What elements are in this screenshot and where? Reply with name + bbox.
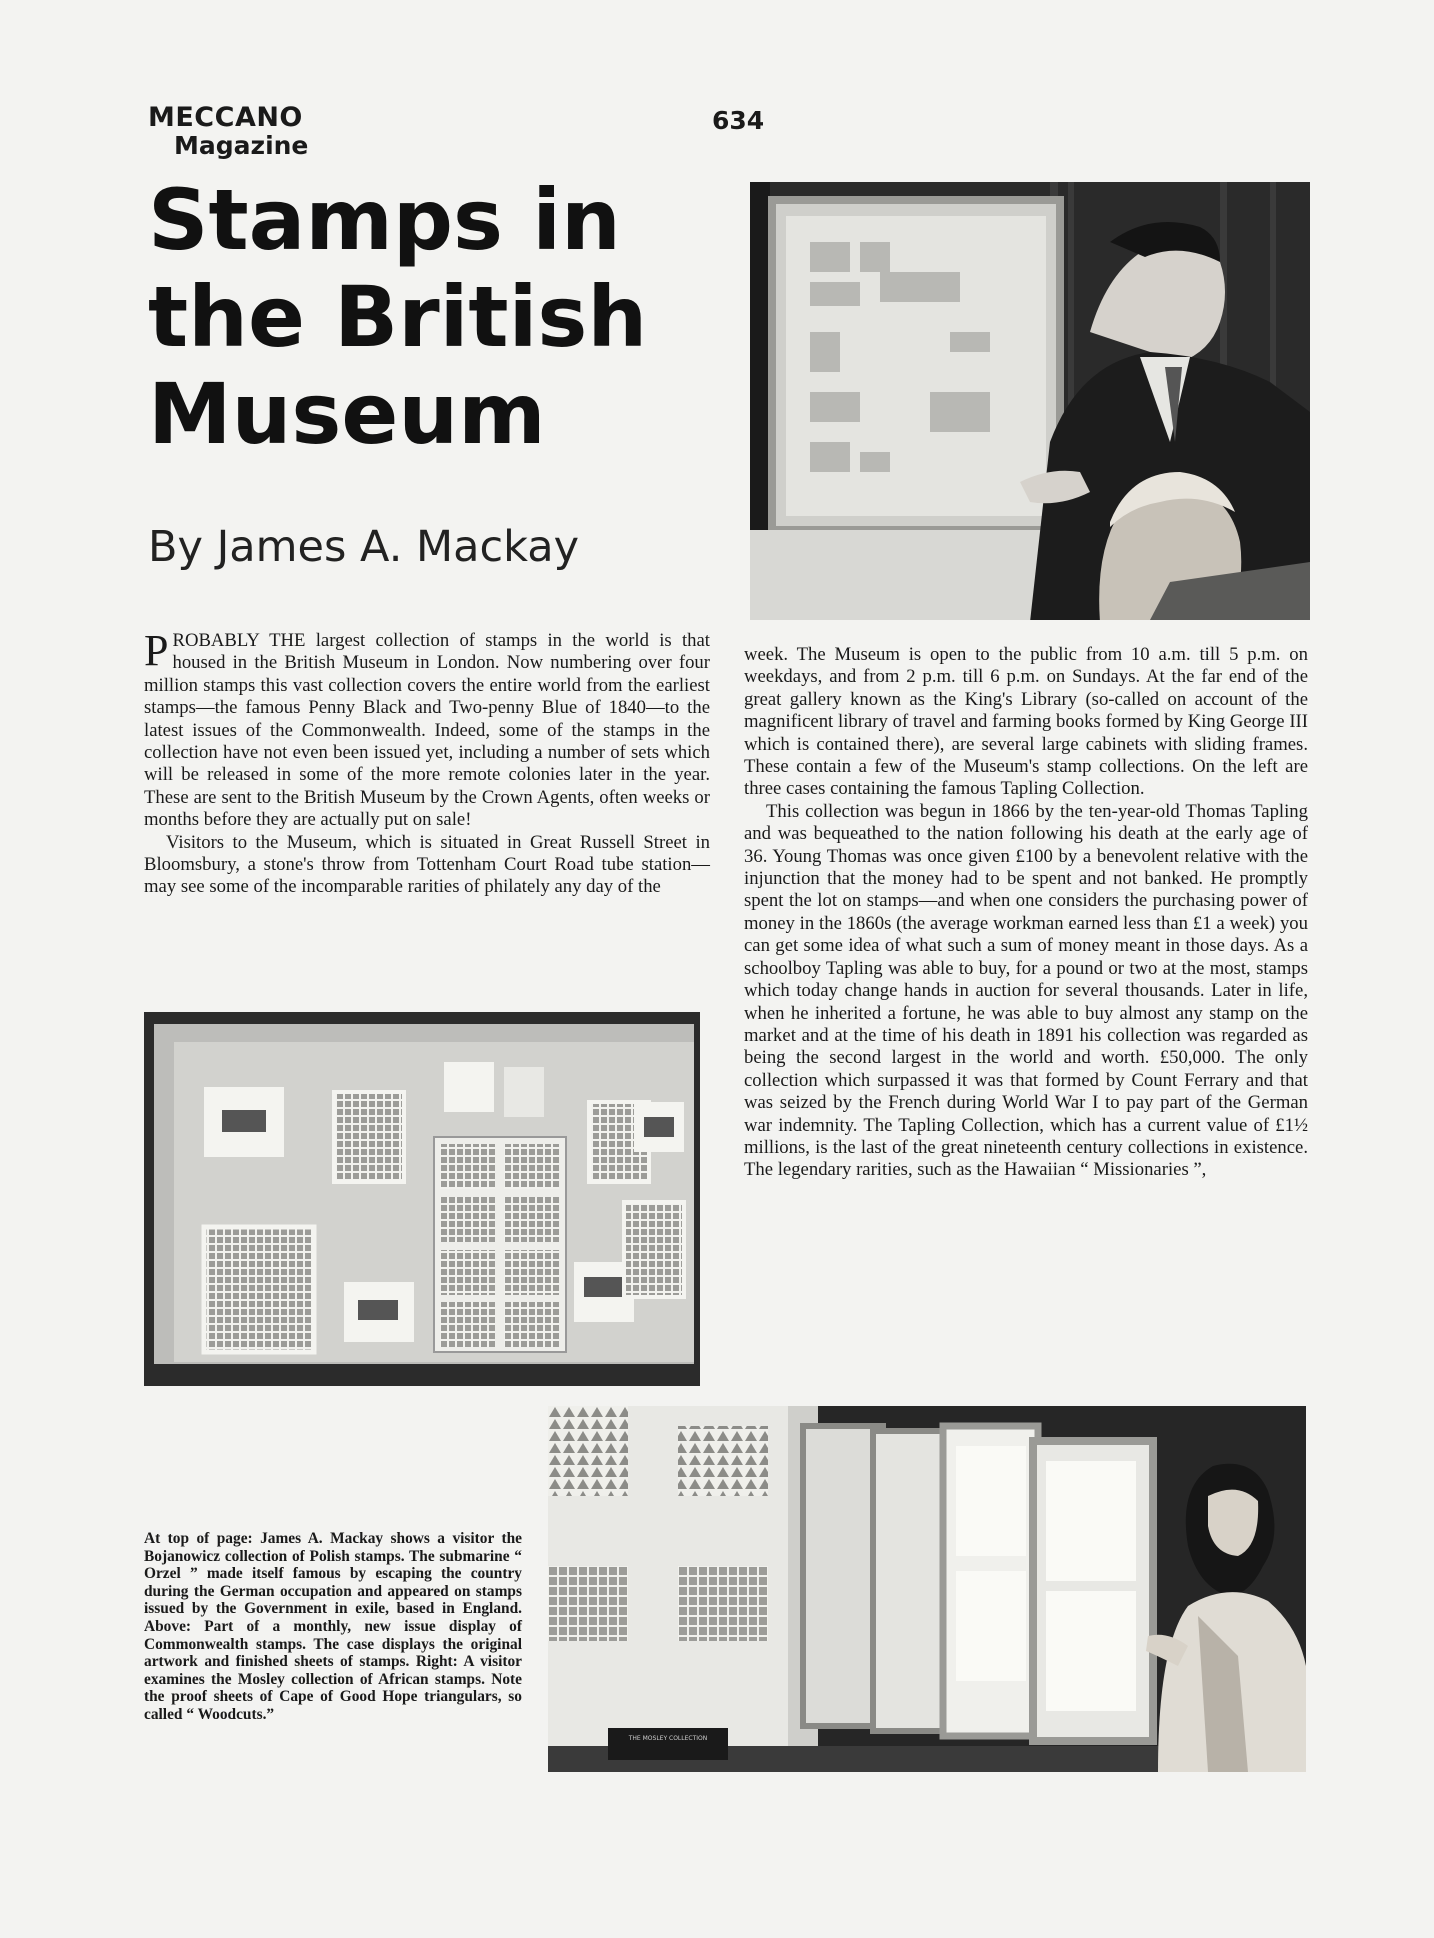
photo-top-right: [750, 182, 1310, 620]
photo-mackay-shows-visitor: [750, 182, 1310, 620]
photo-visitor-mosley-collection: [548, 1406, 1306, 1772]
paragraph-1-text: ROBABLY THE largest collection of stamps in the world is that housed in the British Museum in London. Now numbering over four million stamps this vast collection covers the entire world from the earliest stamps—the famous Penny Black and Two-penny Blue of 1840—to the latest issues of the Commonwealth. Indeed, some of the stamps in the collection have not even been issued yet, including a number of sets which will be released in some of the more remote colonies later in the year. These are sent to the British Museum by the Crown Agents, often weeks or months before they are actually put on sale!: [144, 630, 710, 831]
paragraph-2: Visitors to the Museum, which is situated in Great Russell Street in Bloomsbury, a stone's throw from Tottenham Court Road tube station—may see some of the incomparable rarities of philately any day of the: [144, 831, 710, 898]
drop-cap: P: [144, 626, 169, 675]
masthead-line-2: Magazine: [174, 131, 309, 160]
article-title: Stamps in the British Museum: [148, 171, 648, 463]
article-column-1: [144, 626, 710, 899]
byline: By James A. Mackay: [148, 522, 580, 572]
photo-commonwealth-display: [144, 1012, 700, 1386]
paragraph-1: [144, 626, 710, 832]
paragraph-3: week. The Museum is open to the public from 10 a.m. till 5 p.m. on weekdays, and from 2 p.m. till 6 p.m. on Sundays. At the far end of the great gallery known as the King's Library (so-called on account of the magnificent library of travel and farming books formed by King George III which is contained there), are several large cabinets with sliding frames. These contain a few of the Museum's stamp collections. On the left are three cases containing the famous Tapling Collection.: [744, 644, 1308, 800]
photo-caption: At top of page: James A. Mackay shows a visitor the Bojanowicz collection of Polish stamps. The submarine “ Orzel ” made itself famous by escaping the country during the German occupation and appeared on stamps issued by the Government in exile, based in England. Above: Part of a monthly, new issue display of Commonwealth stamps. The case displays the original artwork and finished sheets of stamps. Right: A visitor examines the Mosley collection of African stamps. Note the proof sheets of Cape of Good Hope triangulars, so called “ Woodcuts.”: [144, 1530, 522, 1723]
masthead-line-1: MECCANO: [148, 102, 303, 133]
paragraph-4: This collection was begun in 1866 by the ten-year-old Thomas Tapling and was bequeathed to the nation following his death at the early age of 36. Young Thomas was once given £100 by a benevolent relative with the injunction that the money had to be spent and not banked. He promptly spent the lot on stamps—and when one considers the purchasing power of money in the 1860s (the average workman earned less than £1 a week) you can get some idea of what such a sum of money meant in those days. As a schoolboy Tapling was able to buy, for a pound or two at the most, stamps which today change hands in auction for several thousands. Later in life, when he inherited a fortune, he was able to buy almost any stamp on the market and at the time of his death in 1891 his collection was regarded as being the second largest in the world and worth. £50,000. The only collection which surpassed it was that formed by Count Ferrary and that was seized by the French during World War I to pay part of the German war indemnity. The Tapling Collection, which has a current value of £1½ millions, is the last of the great nineteenth century collections in existence. The legendary rarities, such as the Hawaiian “ Missionaries ”,: [744, 800, 1308, 1181]
case-plaque-text: THE MOSLEY COLLECTION: [628, 1735, 708, 1742]
masthead: [148, 104, 308, 158]
photo-display-case: [144, 1012, 700, 1386]
page-number: 634: [712, 106, 765, 135]
article-column-2: [744, 644, 1308, 1182]
photo-bottom-right: [548, 1406, 1306, 1772]
